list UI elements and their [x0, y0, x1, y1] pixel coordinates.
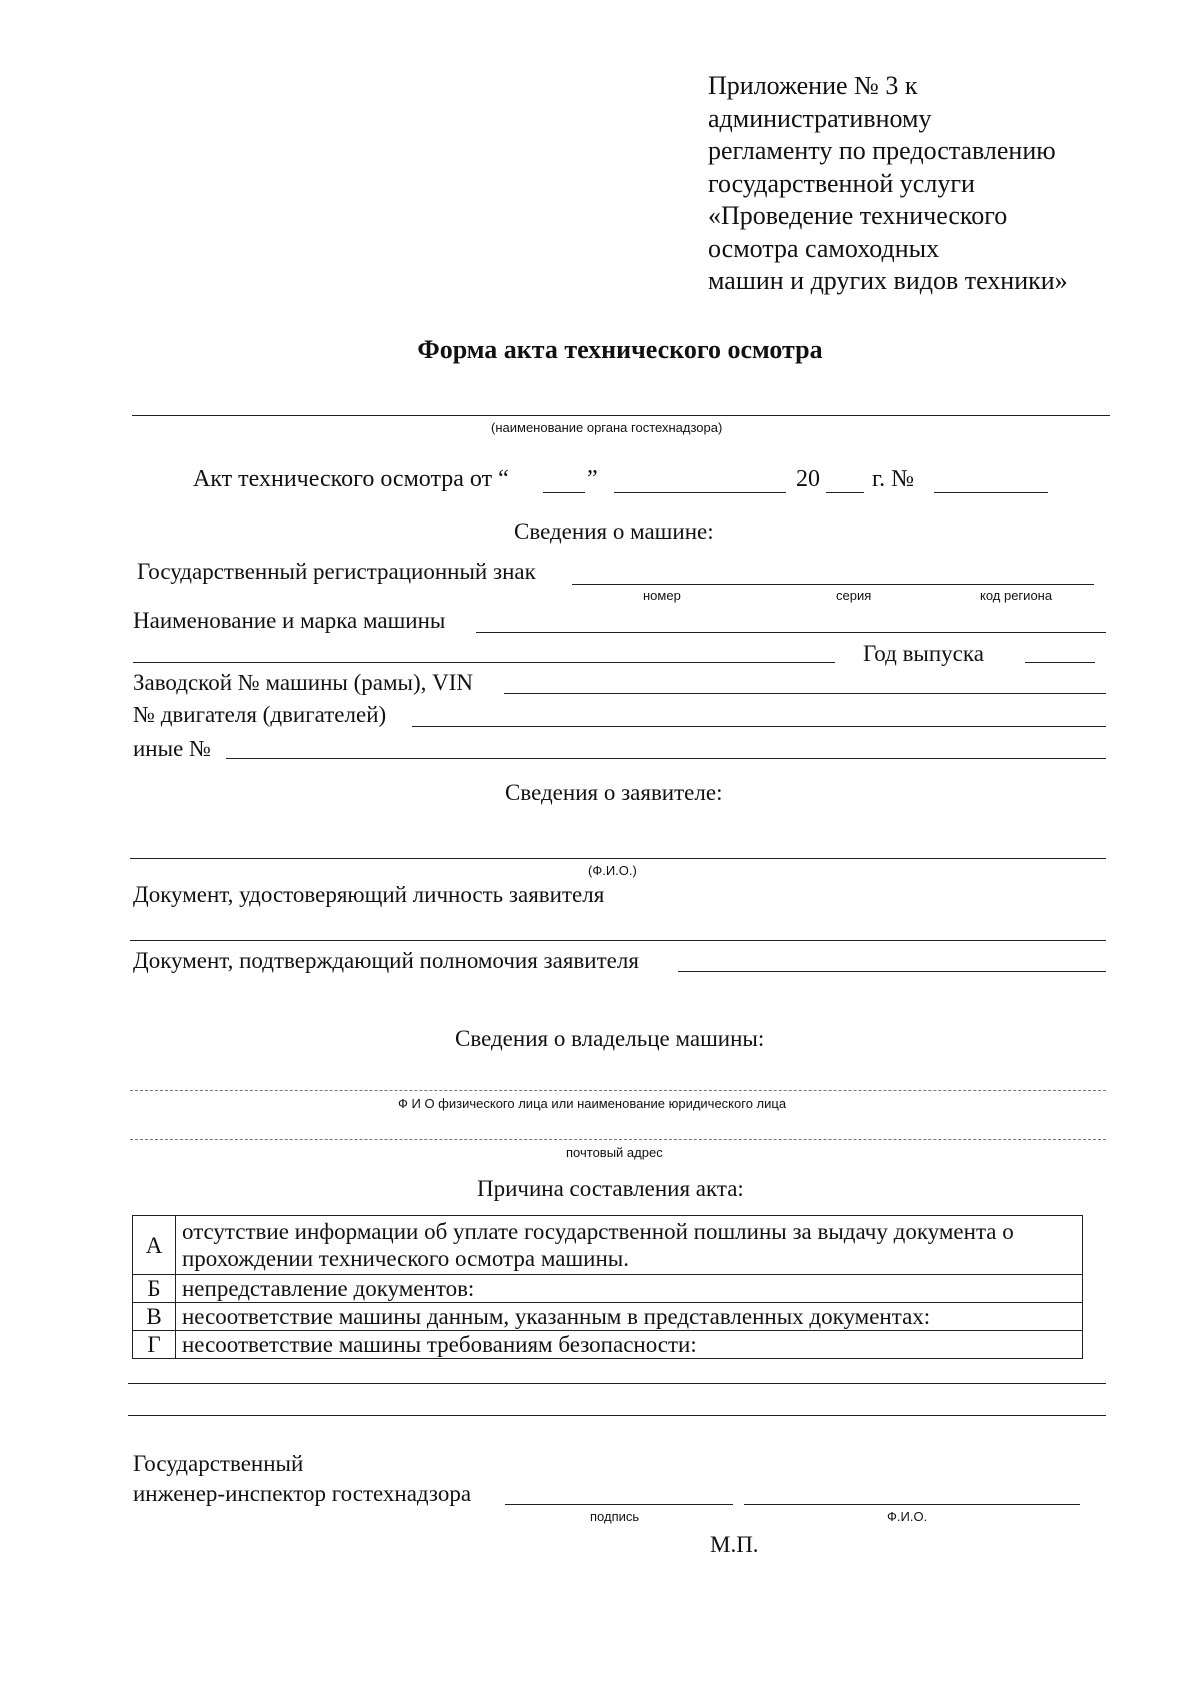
- appendix-line: «Проведение технического: [708, 201, 1008, 230]
- reason-text: непредставление документов:: [176, 1275, 1083, 1303]
- appendix-line: Приложение № 3 к: [708, 71, 918, 100]
- authority-document-label: Документ, подтверждающий полномочия заявителя: [133, 948, 639, 973]
- owner-name-line: [130, 1090, 1106, 1091]
- table-row: [133, 1216, 1083, 1275]
- act-day-blank: [543, 492, 585, 493]
- id-document-line: [130, 940, 1106, 941]
- applicant-fio-line: [130, 858, 1106, 859]
- machine-name-label: Наименование и марка машины: [133, 608, 446, 633]
- inspector-role-line-2: инженер-инспектор гостехнадзора: [133, 1481, 472, 1506]
- reg-sign-caption-series: серия: [836, 588, 872, 603]
- act-number-blank: [934, 492, 1048, 493]
- other-numbers-line: [226, 758, 1106, 759]
- owner-address-line: [130, 1139, 1106, 1140]
- reg-sign-line: [572, 584, 1094, 585]
- reason-text: отсутствие информации об уплате государственной пошлины за выдачу документа о прохождении технического осмотра машины.: [176, 1216, 1083, 1275]
- table-row: [133, 1303, 1083, 1331]
- reason-letter: Г: [133, 1331, 176, 1359]
- machine-name-line: [476, 632, 1106, 633]
- vin-line: [504, 693, 1106, 694]
- table-row: [133, 1275, 1083, 1303]
- act-number-label: г. №: [872, 466, 915, 492]
- reason-letter: В: [133, 1303, 176, 1331]
- year-line: [1025, 662, 1095, 663]
- appendix-header: [708, 70, 1068, 298]
- reasons-table: [132, 1215, 1083, 1359]
- machine-section-heading: Сведения о машине:: [514, 519, 714, 544]
- form-title: Форма акта технического осмотра: [417, 335, 823, 364]
- appendix-line: административному: [708, 103, 932, 133]
- owner-section-heading: Сведения о владельце машины:: [455, 1026, 765, 1051]
- engine-label: № двигателя (двигателей): [133, 702, 387, 727]
- reg-sign-label: Государственный регистрационный знак: [137, 559, 536, 584]
- signature-caption: подпись: [590, 1509, 640, 1524]
- inspector-role-line-1: Государственный: [133, 1451, 304, 1476]
- act-year-blank: [826, 492, 864, 493]
- reason-letter: Б: [133, 1275, 176, 1303]
- engine-line: [412, 726, 1106, 727]
- owner-address-caption: почтовый адрес: [566, 1145, 663, 1160]
- act-year-prefix: 20: [796, 466, 820, 492]
- table-row: [133, 1331, 1083, 1359]
- signature-line: [505, 1504, 733, 1505]
- appendix-line: осмотра самоходных: [708, 233, 940, 263]
- reason-text: несоответствие машины данным, указанным в представленных документах:: [176, 1303, 1083, 1331]
- act-line-quote: ”: [587, 466, 598, 492]
- reg-sign-caption-number: номер: [643, 588, 681, 603]
- reason-letter: А: [133, 1216, 176, 1275]
- id-document-label: Документ, удостоверяющий личность заявителя: [133, 882, 605, 907]
- appendix-line: машин и других видов техники»: [708, 266, 1068, 295]
- authority-document-line: [678, 971, 1106, 972]
- vin-label: Заводской № машины (рамы), VIN: [133, 670, 473, 695]
- reasons-heading: Причина составления акта:: [477, 1176, 744, 1201]
- appendix-line: регламенту по предоставлению: [708, 136, 1056, 165]
- stamp-mark: М.П.: [710, 1532, 759, 1557]
- authority-line: [132, 415, 1110, 416]
- year-label: Год выпуска: [863, 641, 984, 666]
- applicant-fio-caption: (Ф.И.О.): [588, 863, 637, 878]
- inspector-fio-caption: Ф.И.О.: [887, 1509, 928, 1524]
- notes-line-1: [128, 1383, 1106, 1384]
- reg-sign-caption-region: код региона: [980, 588, 1053, 603]
- inspector-fio-line: [744, 1504, 1080, 1505]
- act-line-prefix: Акт технического осмотра от “: [193, 466, 509, 492]
- reason-text: несоответствие машины требованиям безопасности:: [176, 1331, 1083, 1359]
- authority-caption: (наименование органа гостехнадзора): [491, 420, 723, 435]
- act-month-blank: [614, 492, 786, 493]
- owner-name-caption: Ф И О физического лица или наименование юридического лица: [398, 1096, 787, 1111]
- notes-line-2: [128, 1415, 1106, 1416]
- machine-name-line-2: [133, 662, 835, 663]
- appendix-line: государственной услуги: [708, 168, 975, 198]
- other-numbers-label: иные №: [133, 736, 211, 761]
- applicant-section-heading: Сведения о заявителе:: [505, 780, 723, 805]
